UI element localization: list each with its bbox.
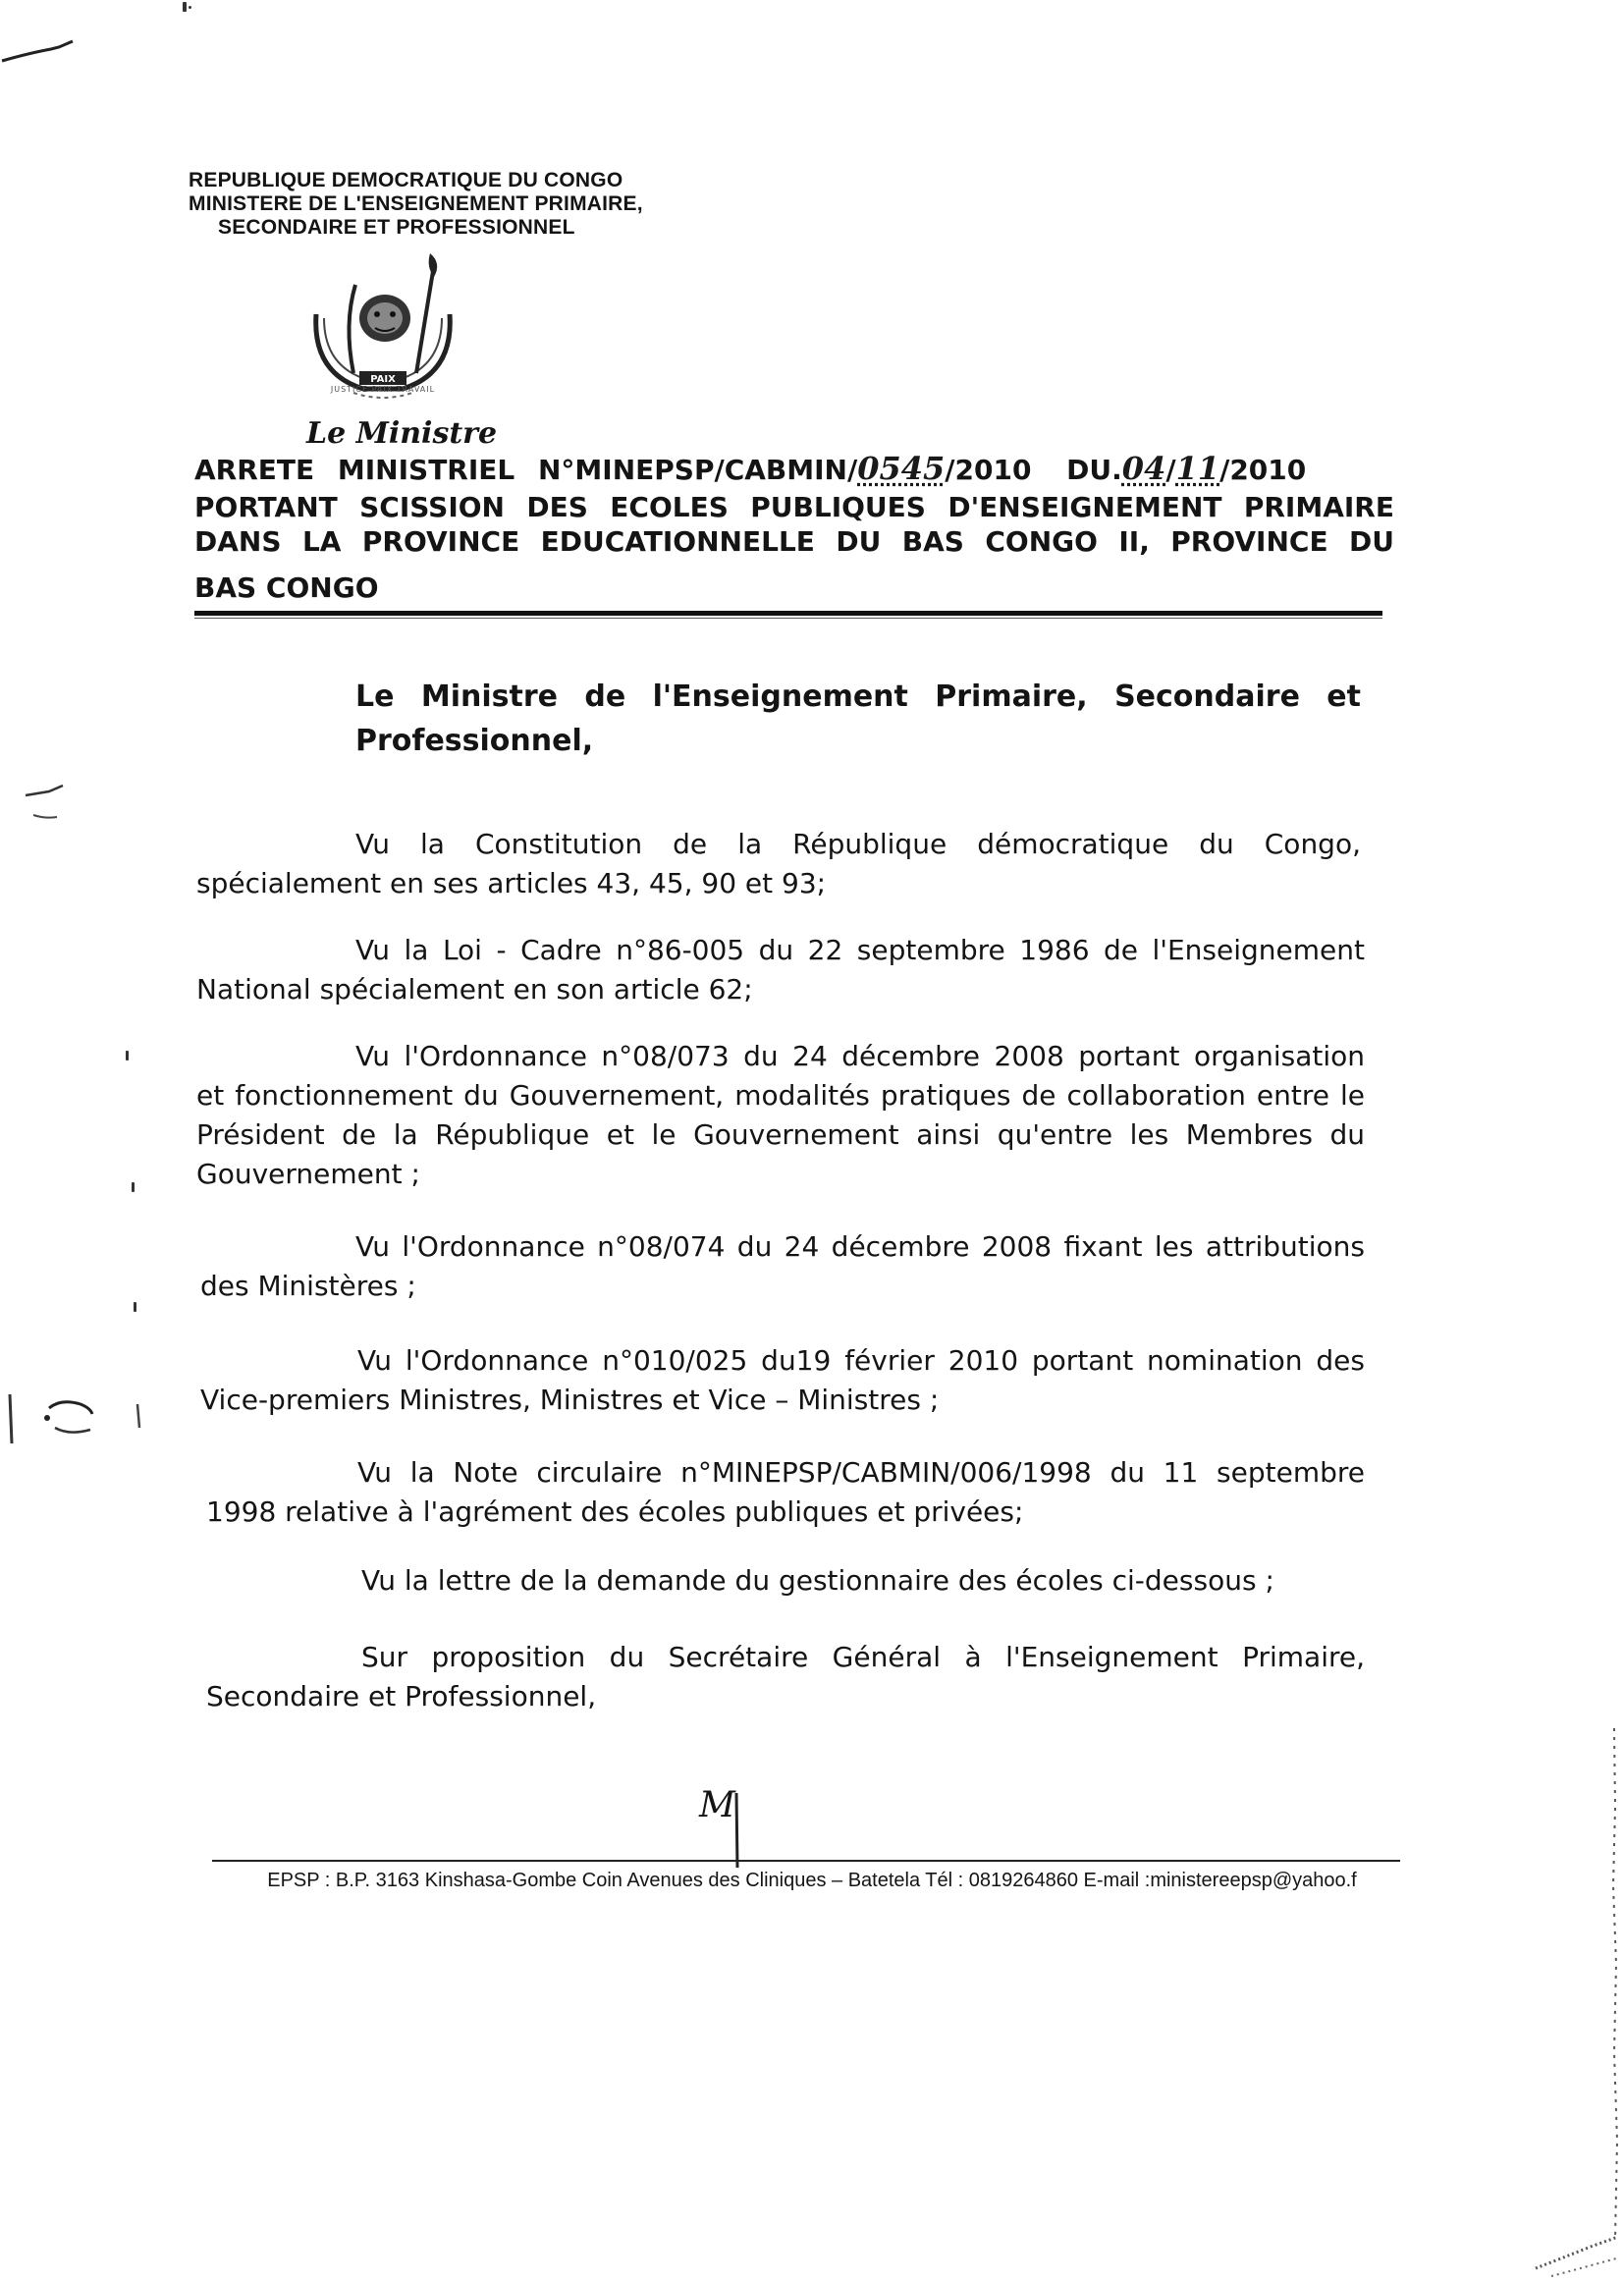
scan-mark-left-2: [0, 1385, 157, 1453]
scan-speck: [189, 6, 191, 9]
consideration-line: Vu l'Ordonnance n°08/073 du 24 décembre 2008 portant organisation: [355, 1040, 1365, 1072]
decree-day-handwritten: 04: [1121, 450, 1166, 487]
consideration-line: Vice-premiers Ministres, Ministres et Vice – Ministres ;: [200, 1384, 940, 1416]
decree-reference-mid: /2010 DU.: [945, 454, 1122, 486]
signatory-label: Le Ministre: [306, 416, 498, 451]
intro-line2: Professionnel,: [355, 724, 594, 758]
consideration-line: Secondaire et Professionnel,: [206, 1680, 597, 1712]
header-country: REPUBLIQUE DEMOCRATIQUE DU CONGO: [189, 169, 623, 191]
title-rule-thin: [194, 618, 1382, 619]
footer-rule: [212, 1860, 1400, 1862]
consideration-line: Sur proposition du Secrétaire Général à l'Enseignement Primaire,: [361, 1641, 1365, 1673]
consideration-line: Vu la Loi - Cadre n°86-005 du 22 septembre 1986 de l'Enseignement: [355, 934, 1365, 966]
consideration-line: et fonctionnement du Gouvernement, modalités pratiques de collaboration entre le: [196, 1079, 1365, 1112]
scan-speck: [132, 1182, 135, 1192]
decree-title-line1: [194, 450, 1394, 487]
decree-title-line3: DANS LA PROVINCE EDUCATIONNELLE DU BAS CONGO II, PROVINCE DU: [194, 525, 1394, 558]
decree-title-line2: PORTANT SCISSION DES ECOLES PUBLIQUES D'ENSEIGNEMENT PRIMAIRE: [194, 491, 1394, 523]
consideration-line: spécialement en ses articles 43, 45, 90 et 93;: [196, 867, 827, 899]
date-separator: /: [1165, 454, 1176, 486]
decree-number-handwritten: 0545: [857, 450, 946, 487]
footer-address: EPSP : B.P. 3163 Kinshasa-Gombe Coin Avenues des Cliniques – Batetela Tél : 0819264860 E-mail :ministereepsp@yahoo.f: [267, 1870, 1357, 1891]
title-rule: [194, 611, 1382, 616]
consideration-line: Président de la République et le Gouvernement ainsi qu'entre les Membres du: [196, 1118, 1365, 1151]
consideration-line: des Ministères ;: [200, 1270, 416, 1302]
consideration-line: Vu l'Ordonnance n°08/074 du 24 décembre 2008 fixant les attributions: [355, 1230, 1365, 1263]
scan-speck: [183, 2, 187, 12]
consideration-line: Vu la Note circulaire n°MINEPSP/CABMIN/006/1998 du 11 septembre: [357, 1456, 1365, 1489]
consideration-line: Vu l'Ordonnance n°010/025 du19 février 2010 portant nomination des: [357, 1344, 1365, 1377]
decree-reference-prefix: ARRETE MINISTRIEL N°MINEPSP/CABMIN/: [194, 454, 858, 486]
consideration-line: Vu la lettre de la demande du gestionnaire des écoles ci-dessous ;: [361, 1564, 1274, 1597]
intro-line1: Le Ministre de l'Enseignement Primaire, Secondaire et: [355, 679, 1361, 714]
decree-month-handwritten: 11: [1175, 450, 1220, 487]
consideration-line: Gouvernement ;: [196, 1158, 420, 1190]
consideration-line: National spécialement en son article 62;: [196, 973, 753, 1006]
decree-year: /2010: [1219, 454, 1307, 486]
scan-mark-left-1: [20, 776, 88, 835]
header-ministry: MINISTERE DE L'ENSEIGNEMENT PRIMAIRE,: [189, 192, 643, 215]
coat-of-arms-emblem: [295, 245, 471, 403]
scan-edge-right: [1606, 1728, 1624, 2278]
consideration-line: Vu la Constitution de la République démocratique du Congo,: [355, 828, 1361, 860]
header-ministry-cont: SECONDAIRE ET PROFESSIONNEL: [218, 216, 575, 239]
paraph-initials: M: [699, 1785, 735, 1825]
decree-title-line4: BAS CONGO: [194, 571, 379, 604]
scan-smudge-bottom-right: [1532, 2229, 1624, 2283]
consideration-line: 1998 relative à l'agrément des écoles publiques et privées;: [206, 1495, 1024, 1528]
scan-mark-top-left: [0, 20, 88, 69]
scan-speck: [134, 1302, 136, 1312]
emblem-motto: JUSTICE PAIX TRAVAIL: [330, 385, 436, 394]
scan-speck: [126, 1051, 129, 1060]
svg-text:PAIX: PAIX: [370, 374, 396, 385]
